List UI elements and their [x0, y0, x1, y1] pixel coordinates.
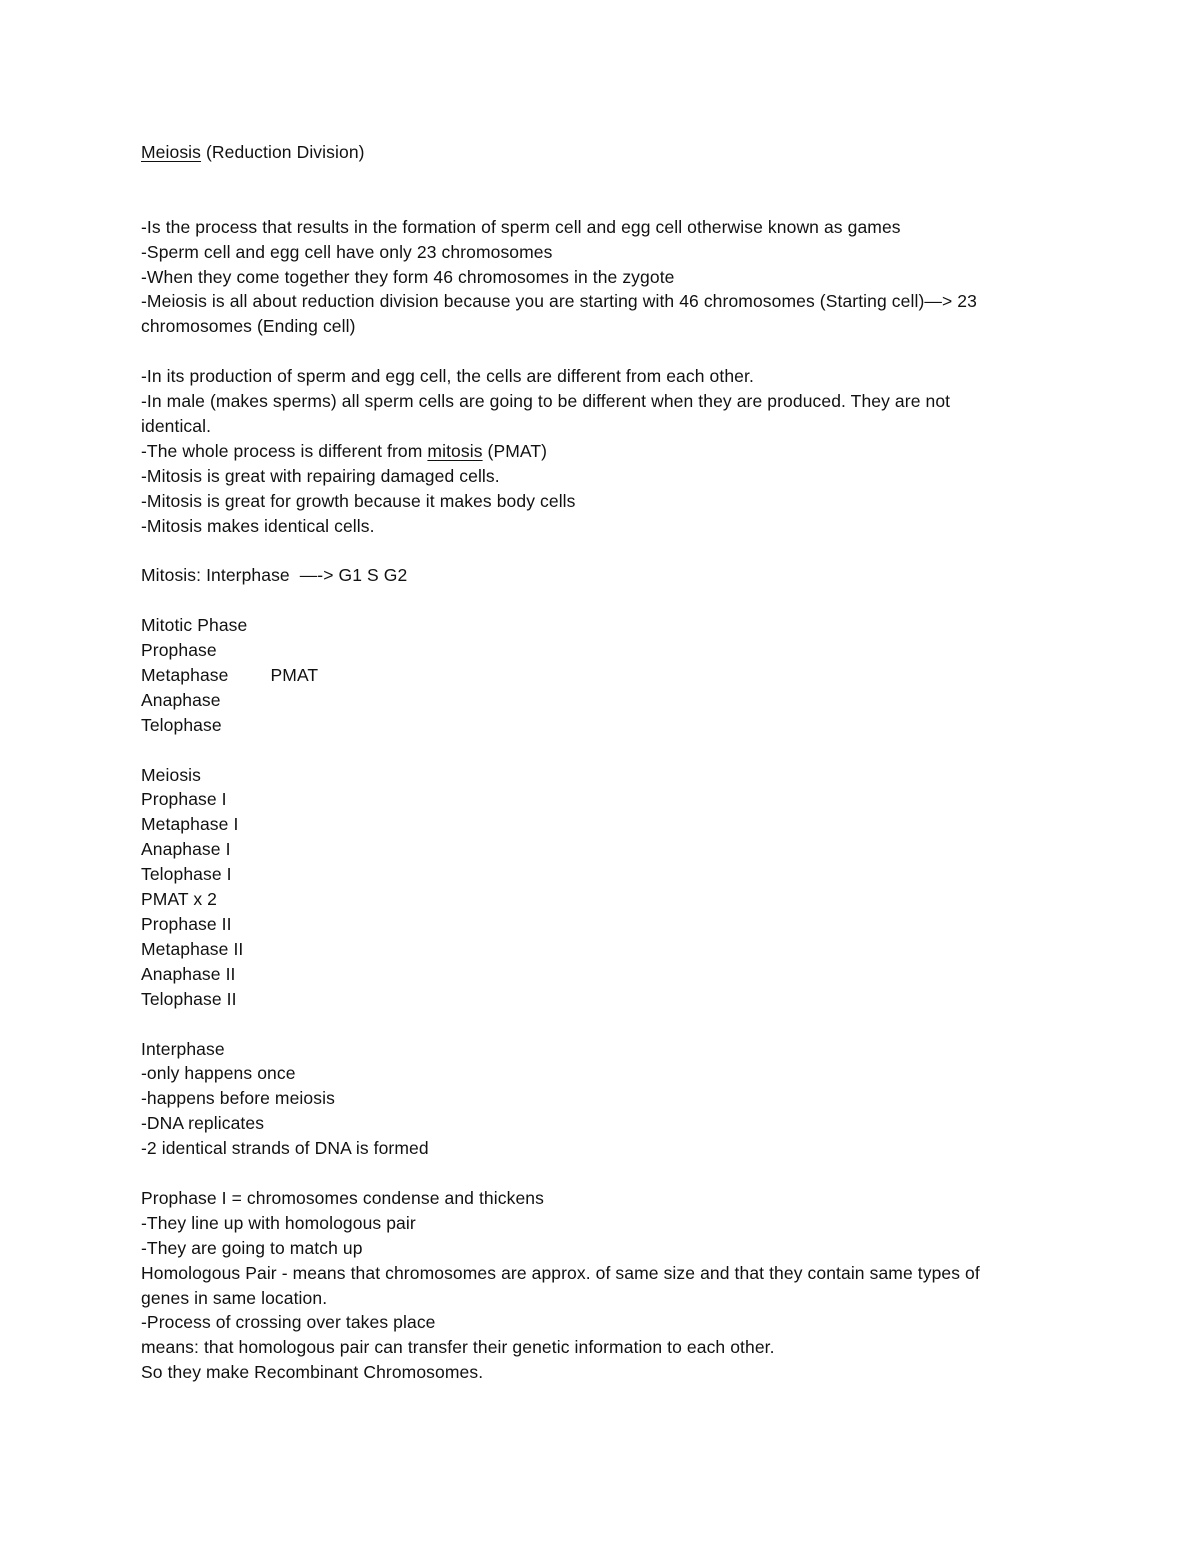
text-line: -happens before meiosis — [141, 1088, 335, 1109]
phase-item: Telophase — [141, 714, 222, 735]
page-title — [141, 140, 1041, 165]
text-line: means: that homologous pair can transfer their genetic information to each other. — [141, 1337, 775, 1358]
text-line: -2 identical strands of DNA is formed — [141, 1138, 429, 1159]
phase-item: Anaphase II — [141, 963, 236, 984]
phase-item: Anaphase I — [141, 839, 231, 860]
mitosis-underlined-word: mitosis — [427, 440, 483, 461]
phase-item — [141, 663, 1041, 688]
text-fragment: -The whole process is different from — [141, 440, 428, 461]
mitotic-phase-section — [141, 613, 1041, 738]
phase-item: Metaphase II — [141, 938, 244, 959]
phase-item: Metaphase I — [141, 814, 239, 835]
spacer — [141, 190, 1041, 215]
document-page — [141, 140, 1041, 1385]
mitosis-interphase-line: Mitosis: Interphase —-> G1 S G2 — [141, 565, 408, 586]
spacer — [141, 1161, 1041, 1186]
intro-section — [141, 215, 1041, 340]
text-line: -Mitosis is great with repairing damaged cells. — [141, 465, 500, 486]
section-heading: Prophase I = chromosomes condense and thickens — [141, 1187, 544, 1208]
text-line: -only happens once — [141, 1063, 296, 1084]
interphase-section — [141, 1037, 1041, 1162]
prophase-one-section — [141, 1186, 1041, 1385]
title-underlined-word: Meiosis — [141, 142, 202, 162]
text-line: -When they come together they form 46 chromosomes in the zygote — [141, 266, 675, 287]
text-line: -Mitosis is great for growth because it makes body cells — [141, 490, 576, 511]
text-line — [141, 439, 1041, 464]
section-heading: Interphase — [141, 1038, 225, 1059]
production-section — [141, 364, 1041, 538]
spacer — [141, 738, 1041, 763]
text-line: chromosomes (Ending cell) — [141, 316, 356, 337]
text-fragment: (PMAT) — [482, 440, 548, 461]
text-line: -In male (makes sperms) all sperm cells are going to be different when they are produced. They are not — [141, 391, 951, 412]
phase-item: Telophase I — [141, 864, 232, 885]
pmat-label: PMAT — [270, 664, 319, 685]
title-subtitle: (Reduction Division) — [201, 142, 365, 162]
text-line: -Meiosis is all about reduction division because you are starting with 46 chromosomes (Starting cell)—> 23 — [141, 291, 977, 312]
phase-item: PMAT x 2 — [141, 889, 218, 910]
section-heading: Meiosis — [141, 764, 202, 785]
text-line: identical. — [141, 415, 212, 436]
text-line: genes in same location. — [141, 1287, 328, 1308]
phase-item: Prophase I — [141, 789, 227, 810]
spacer — [141, 339, 1041, 364]
phase-item: Anaphase — [141, 689, 221, 710]
spacer — [141, 588, 1041, 613]
text-line: -Sperm cell and egg cell have only 23 chromosomes — [141, 241, 553, 262]
spacer — [141, 538, 1041, 563]
phase-item: Prophase — [141, 640, 217, 661]
text-line: -They are going to match up — [141, 1237, 363, 1258]
phase-item: Prophase II — [141, 914, 232, 934]
text-line: -Mitosis makes identical cells. — [141, 515, 375, 536]
text-line: Homologous Pair - means that chromosomes are approx. of same size and that they contain same types of — [141, 1262, 980, 1283]
meiosis-phase-section — [141, 763, 1041, 1012]
text-line: -Is the process that results in the formation of sperm cell and egg cell otherwise known as games — [141, 216, 901, 237]
text-line: -Process of crossing over takes place — [141, 1312, 436, 1333]
text-line: -They line up with homologous pair — [141, 1212, 416, 1233]
phase-name: Metaphase — [141, 664, 229, 685]
phase-item: Telophase II — [141, 988, 237, 1009]
spacer — [141, 1012, 1041, 1037]
text-line: -DNA replicates — [141, 1113, 265, 1134]
section-heading: Mitotic Phase — [141, 615, 248, 636]
text-line: -In its production of sperm and egg cell, the cells are different from each other. — [141, 366, 754, 387]
text-line: So they make Recombinant Chromosomes. — [141, 1362, 484, 1383]
